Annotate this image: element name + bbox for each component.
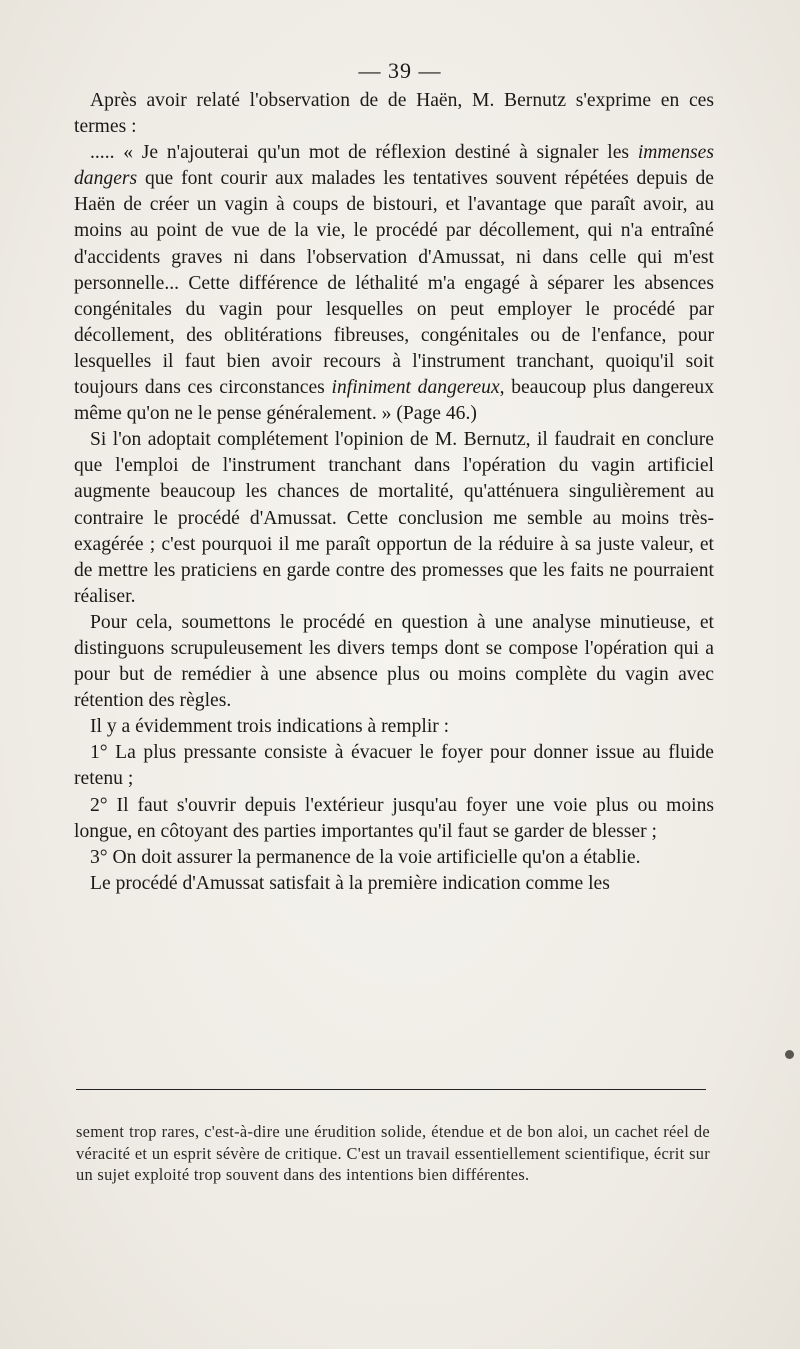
page-number: — 39 — [358, 58, 442, 83]
indication-3: 3° On doit assurer la permanence de la voie artificielle qu'on a établie. [90, 846, 641, 868]
footnote-separator-rule [76, 1089, 706, 1090]
main-text [74, 88, 714, 897]
indication-2: 2° Il faut s'ouvrir depuis l'extérieur jusqu'au foyer une voie plus ou moins longue, en côtoyant des parties importantes qu'il faut se garder de blesser ; [74, 794, 714, 842]
paragraph-2-quotation [74, 140, 714, 427]
indication-1: 1° La plus pressante consiste à évacuer le foyer pour donner issue au fluide retenu ; [74, 742, 714, 790]
paragraph-last: Le procédé d'Amussat satisfait à la première indication comme les [90, 872, 610, 894]
ink-spot [785, 1050, 794, 1059]
emphasis-infiniment-dangereux: infiniment dangereux [331, 377, 500, 399]
quotation-body: que font courir aux malades les tentatives souvent répétées depuis de Haën de créer un vagin à coups de bistouri, et l'avantage que paraît avoir, au moins au point de vue de la vie, le procédé par décollement, qui n'a entraîné d'accidents graves ni dans l'observation d'Amussat, ni dans celle qui m'est personnelle... Cette différence de léthalité m'a engagé à séparer les absences congénitales du vagin pour lesquelles on peut employer le procédé par décollement, des oblitérations fibreuses, congénitales ou de l'enfance, pour lesquelles il faut bien avoir recours à l'instrument tranchant, quoiqu'il soit toujours dans ces circonstances [74, 168, 714, 399]
paragraph-5: Il y a évidemment trois indications à remplir : [90, 716, 450, 738]
paragraph-1: Après avoir relaté l'observation de de Haën, M. Bernutz s'exprime en ces termes : [74, 90, 714, 138]
footnote-text: sement trop rares, c'est-à-dire une érudition solide, étendue et de bon aloi, un cachet réel de véracité et un esprit sévère de critique. C'est un travail essentiellement scientifique, écrit sur un sujet exploité trop souvent dans des intentions bien différentes. [76, 1122, 710, 1184]
quotation-opening: ..... « Je n'ajouterai qu'un mot de réflexion destiné à signaler les [90, 142, 638, 164]
emphasis-immenses-dangers: immenses dangers [74, 142, 714, 190]
paragraph-4: Pour cela, soumettons le procédé en question à une analyse minutieuse, et distinguons scrupuleusement les divers temps dont se compose l'opération qui a pour but de remédier à une absence plus ou moins complète du vagin avec rétention des règles. [74, 611, 714, 712]
quotation-closing: , beaucoup plus dangereux même qu'on ne le pense généralement. » (Page 46.) [74, 377, 715, 425]
paragraph-3: Si l'on adoptait complétement l'opinion de M. Bernutz, il faudrait en conclure que l'emploi de l'instrument tranchant dans l'opération du vagin artificiel augmente beaucoup les chances de mortalité, qu'atténuera singulièrement au contraire le procédé d'Amussat. Cette conclusion me semble au moins très-exagérée ; c'est pourquoi il me paraît opportun de la réduire à sa juste valeur, et de mettre les praticiens en garde contre des promesses que les faits ne pourraient réaliser. [74, 429, 714, 607]
footnote [76, 1121, 710, 1186]
